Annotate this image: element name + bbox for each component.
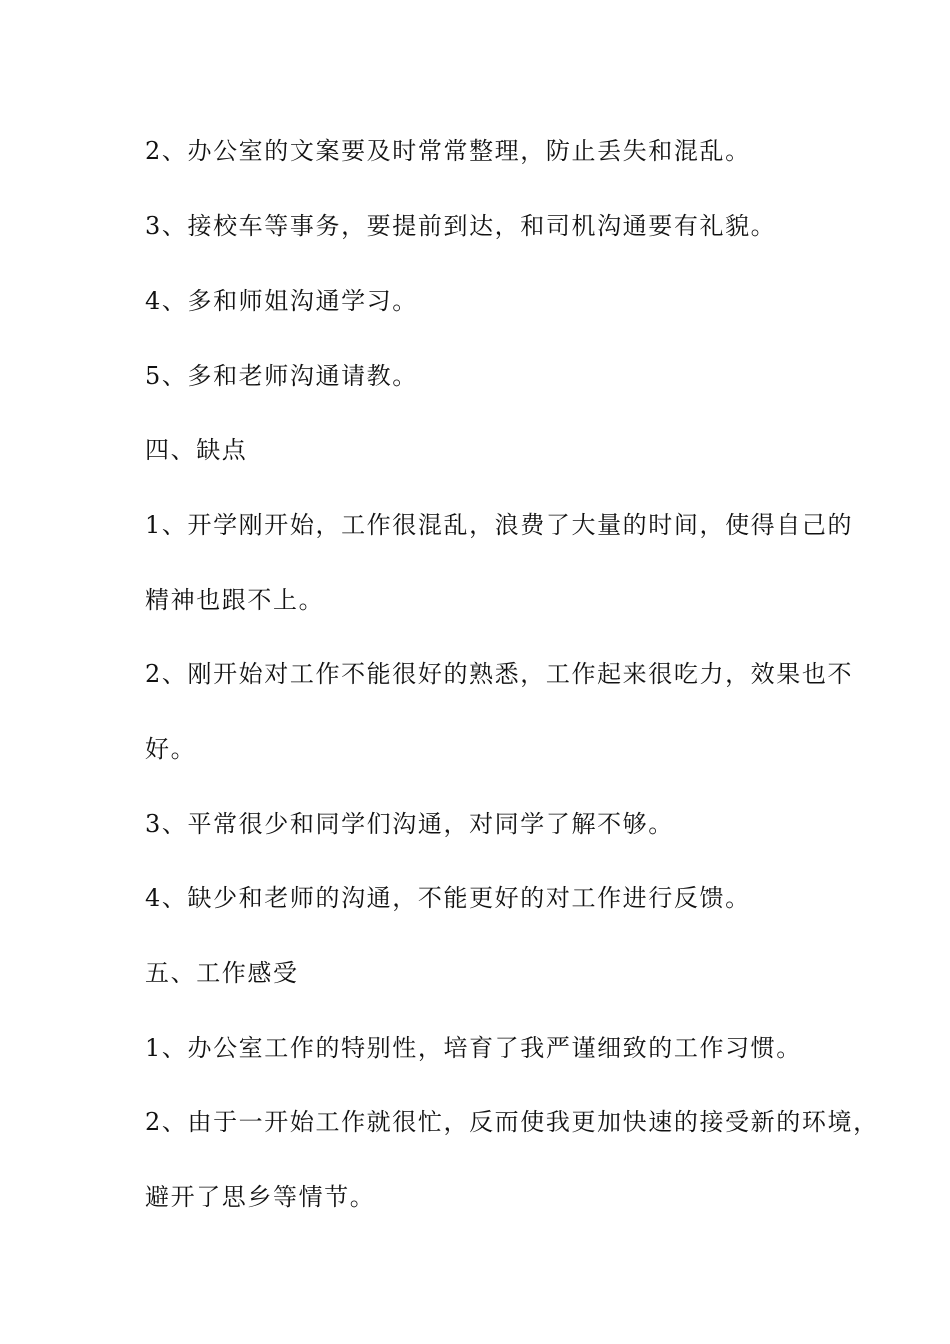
shortcoming-1-line-1: 1、开学刚开始，工作很混乱，浪费了大量的时间，使得自己的 bbox=[145, 511, 854, 539]
shortcoming-2-line-2: 好。 bbox=[145, 735, 197, 763]
feeling-1: 1、办公室工作的特别性，培育了我严谨细致的工作习惯。 bbox=[145, 1034, 802, 1062]
shortcoming-3: 3、平常很少和同学们沟通，对同学了解不够。 bbox=[145, 810, 674, 838]
shortcoming-4: 4、缺少和老师的沟通，不能更好的对工作进行反馈。 bbox=[145, 884, 751, 912]
item-4-senior-sister: 4、多和师姐沟通学习。 bbox=[145, 287, 418, 315]
section-heading-shortcomings: 四、缺点 bbox=[145, 436, 248, 464]
item-2-office-files: 2、办公室的文案要及时常常整理，防止丢失和混乱。 bbox=[145, 137, 751, 165]
feeling-2-line-2: 避开了思乡等情节。 bbox=[145, 1183, 376, 1211]
feeling-2-line-1: 2、由于一开始工作就很忙，反而使我更加快速的接受新的环境， bbox=[145, 1108, 879, 1136]
shortcoming-2-line-1: 2、刚开始对工作不能很好的熟悉，工作起来很吃力，效果也不 bbox=[145, 660, 854, 688]
item-3-school-bus: 3、接校车等事务，要提前到达，和司机沟通要有礼貌。 bbox=[145, 212, 777, 240]
shortcoming-1-line-2: 精神也跟不上。 bbox=[145, 586, 325, 614]
section-heading-work-feelings: 五、工作感受 bbox=[145, 959, 299, 987]
item-5-teacher: 5、多和老师沟通请教。 bbox=[145, 362, 418, 390]
